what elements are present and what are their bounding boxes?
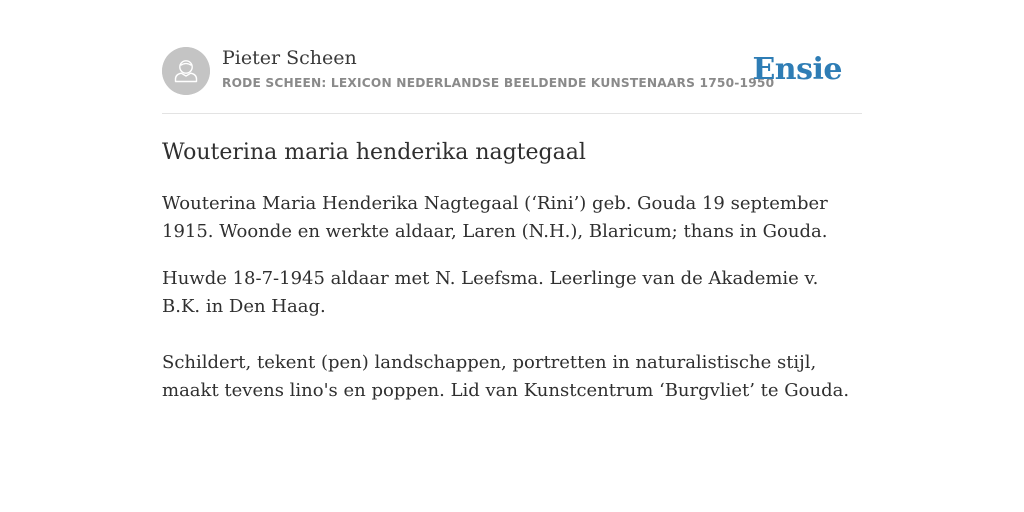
ensie-logo[interactable]: Ensie [752,52,842,87]
author-name[interactable]: Pieter Scheen [222,47,357,69]
author-header [162,46,862,114]
user-avatar-icon [162,47,210,95]
source-title[interactable]: RODE SCHEEN: LEXICON NEDERLANDSE BEELDENDE KUNSTENAARS 1750-1950 [222,76,775,90]
article-paragraph: Schildert, tekent (pen) landschappen, portretten in naturalistische stijl, maakt tevens lino's en poppen. Lid van Kunstcentrum ‘Burgvliet’ te Gouda. [162,352,850,401]
article-card [162,46,862,401]
author-avatar[interactable] [162,47,210,95]
article-paragraph: Wouterina Maria Henderika Nagtegaal (‘Rini’) geb. Gouda 19 september 1915. Woonde en werkte aldaar, Laren (N.H.), Blaricum; thans in Gouda. [162,193,828,242]
article-paragraph: Huwde 18-7-1945 aldaar met N. Leefsma. Leerlinge van de Akademie v. B.K. in Den Haag. [162,268,819,317]
article-title: Wouterina maria henderika nagtegaal [162,140,586,165]
